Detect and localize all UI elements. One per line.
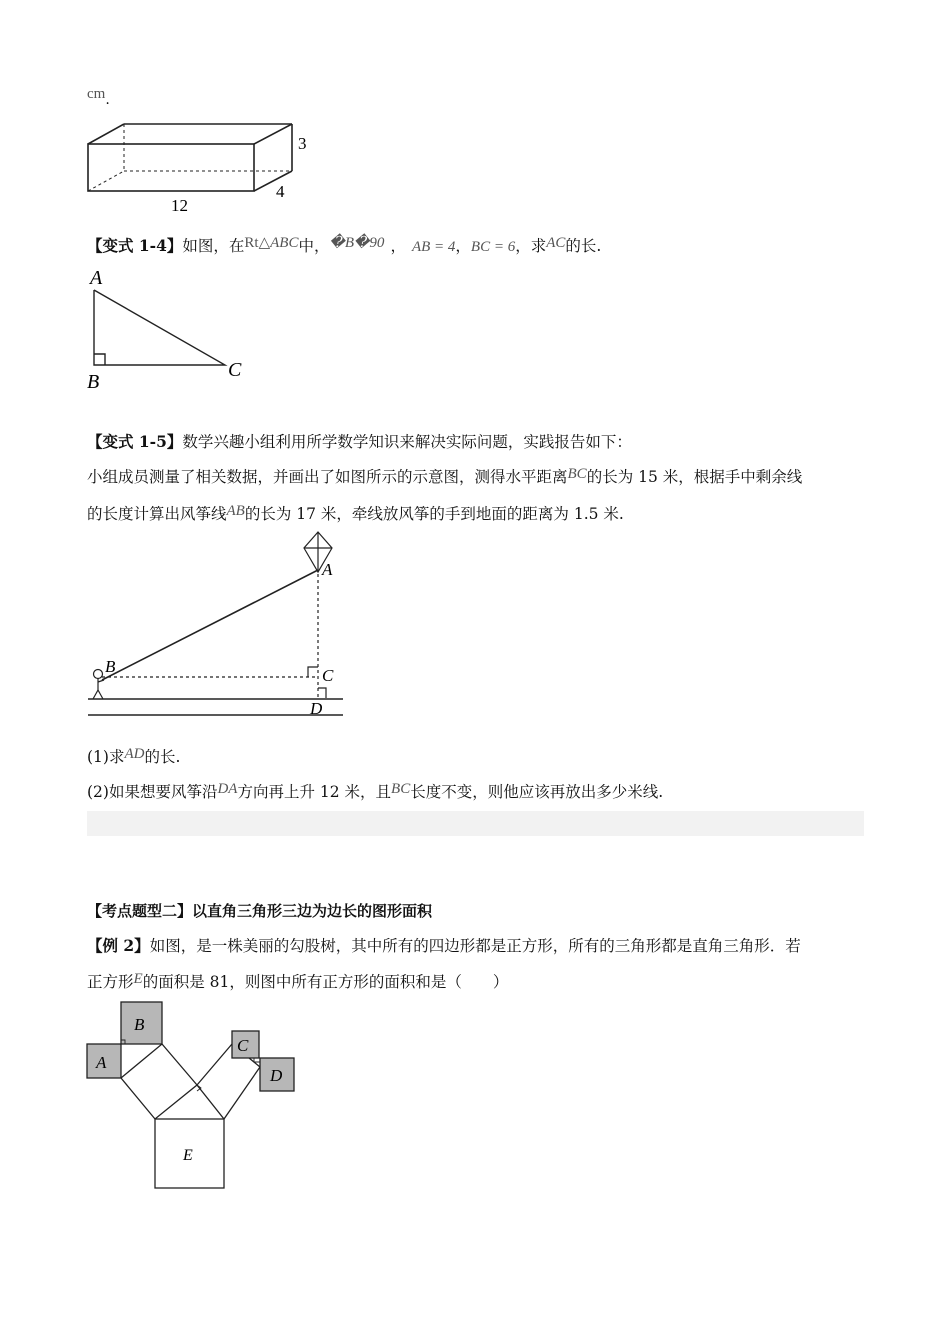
- example-2-text-1: 如图，是一株美丽的勾股树，其中所有的四边形都是正方形，所有的三角形都是直角三角形．若: [149, 937, 801, 955]
- kite-label-d: D: [310, 699, 323, 718]
- variant-1-5-intro-text: 数学兴趣小组利用所学数学知识来解决实际问题，实践报告如下：: [182, 433, 632, 451]
- cuboid-height-label: 3: [298, 134, 307, 153]
- variant-1-5-intro: [87, 430, 632, 452]
- square-label-d: D: [270, 1066, 283, 1085]
- square-e-ref: E: [133, 971, 143, 987]
- variant-1-5-line-3a: 的长度计算出风筝线: [87, 505, 227, 523]
- triangle-vertex-c: C: [228, 359, 242, 381]
- segment-bc-2: BC: [391, 781, 411, 797]
- question-2-c: 长度不变，则他应该再放出多少米线.: [410, 783, 664, 801]
- rt-symbol: Rt△: [244, 235, 271, 251]
- triangle-vertex-a: A: [90, 267, 103, 289]
- variant-1-4-line: [87, 234, 601, 256]
- segment-ab: AB: [226, 503, 245, 519]
- variant-1-5-line-3b: 的长为 17 米，牵线放风筝的手到地面的距离为 1.5 米.: [244, 505, 624, 523]
- cuboid-length-label: 12: [171, 196, 188, 215]
- segment-ad: AD: [124, 746, 145, 762]
- square-left-mid: [121, 1044, 197, 1119]
- example-2-line-1: [87, 934, 801, 956]
- ac-segment: AC: [546, 235, 566, 251]
- kite-label-b: B: [105, 657, 116, 676]
- variant-1-4-text-2: 中，: [298, 237, 330, 255]
- pythagoras-tree-figure: [84, 998, 304, 1196]
- example-2-text-2a: 正方形: [87, 973, 134, 991]
- square-label-a: A: [96, 1053, 107, 1072]
- right-triangle-figure: [80, 262, 260, 397]
- question-1-a: (1)求: [87, 748, 125, 766]
- variant-1-4-text-4: 的长.: [565, 237, 602, 255]
- variant-1-4-sep-2: ，: [455, 237, 471, 255]
- example-2-text-2b: 的面积是 81，则图中所有正方形的面积和是（ ）: [142, 973, 509, 991]
- segment-bc: BC: [567, 466, 587, 482]
- variant-1-5-line-3: [87, 502, 624, 524]
- question-2-a: (2)如果想要风筝沿: [87, 783, 218, 801]
- variant-1-4-sep-1: ，: [390, 237, 406, 255]
- example-2-tag: 【例 2】: [87, 936, 150, 955]
- top-unit: [87, 86, 110, 108]
- angle-b-90: �B�90: [329, 235, 385, 251]
- segment-da: DA: [217, 781, 238, 797]
- cuboid-depth-label: 4: [276, 182, 285, 201]
- kite-figure: [80, 530, 355, 720]
- variant-1-5-line-2b: 的长为 15 米，根据手中剩余线: [586, 468, 803, 486]
- square-label-e: E: [183, 1147, 193, 1164]
- kite-label-a: A: [322, 560, 333, 579]
- example-2-line-2: [87, 970, 508, 992]
- square-label-c: C: [237, 1036, 249, 1055]
- kite-label-c: C: [322, 666, 334, 685]
- eq-ab: AB = 4: [411, 239, 456, 255]
- unit-cm: cm: [87, 86, 106, 102]
- triangle-vertex-b: B: [87, 371, 100, 393]
- eq-bc: BC = 6: [470, 239, 516, 255]
- answer-placeholder-bar: [87, 811, 864, 836]
- variant-1-4-text-3: ，求: [515, 237, 547, 255]
- person-icon: [93, 670, 104, 700]
- question-1: [87, 745, 180, 767]
- unit-dot: .: [105, 92, 110, 108]
- question-2: [87, 780, 663, 802]
- variant-1-4-text-1: 如图，在: [182, 237, 245, 255]
- square-label-b: B: [134, 1015, 145, 1034]
- variant-1-5-line-2a: 小组成员测量了相关数据，并画出了如图所示的示意图，测得水平距离: [87, 468, 568, 486]
- section-2-title: 【考点题型二】以直角三角形三边为边长的图形面积: [87, 902, 433, 920]
- variant-1-5-tag: 【变式 1-5】: [87, 432, 183, 451]
- variant-1-5-line-2: [87, 465, 802, 487]
- question-2-b: 方向再上升 12 米，且: [237, 783, 392, 801]
- variant-1-4-tag: 【变式 1-4】: [87, 236, 183, 255]
- cuboid-figure: [80, 118, 320, 218]
- question-1-b: 的长.: [144, 748, 181, 766]
- triangle-abc: ABC: [270, 235, 299, 251]
